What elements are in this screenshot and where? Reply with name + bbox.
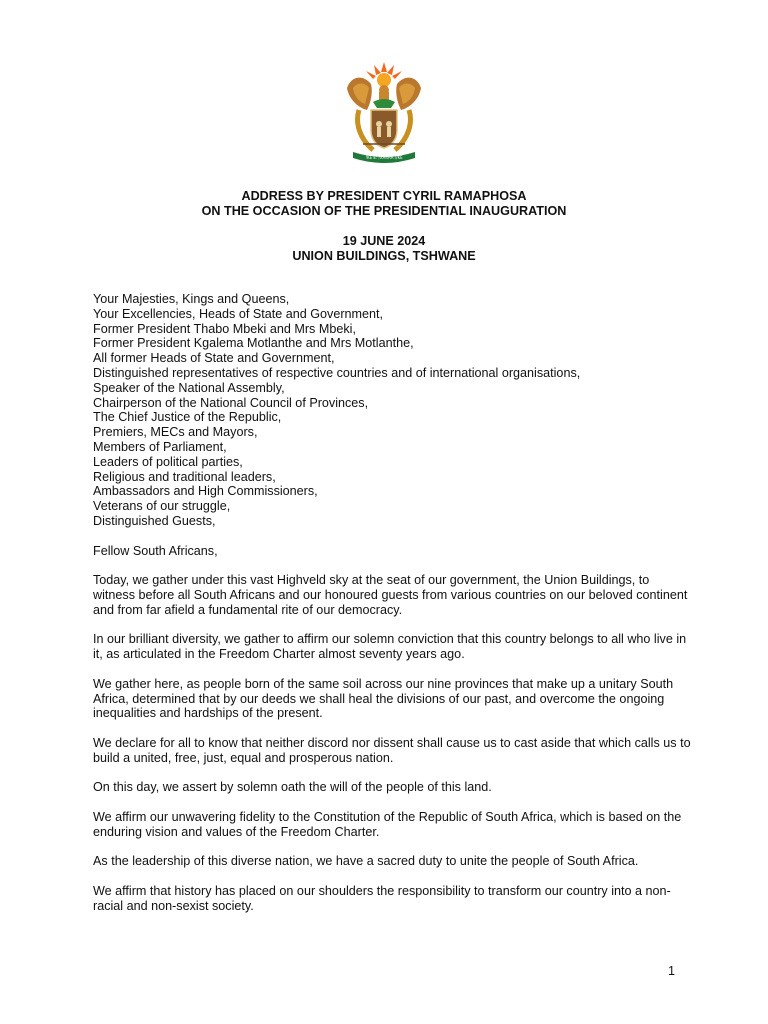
- salutation-line: Religious and traditional leaders,: [93, 469, 276, 484]
- paragraph: We declare for all to know that neither discord nor dissent shall cause us to cast aside that which calls us to build a united, free, just, equal and prosperous nation.: [93, 735, 691, 765]
- paragraph: Fellow South Africans,: [93, 543, 218, 558]
- salutation-line: Leaders of political parties,: [93, 454, 243, 469]
- salutation-line: Speaker of the National Assembly,: [93, 380, 285, 395]
- paragraph: We gather here, as people born of the same soil across our nine provinces that make up a unitary South Africa, determined that by our deeds we shall heal the divisions of our past, and overcome the ongoing inequalities and hardships of the present.: [93, 676, 674, 721]
- paragraph: Today, we gather under this vast Highveld sky at the seat of our government, the Union Buildings, to witness before all South Africans and our honoured guests from various countries on our beloved continent and from far afield a fundamental rite of our democracy.: [93, 573, 688, 617]
- svg-text:!KE E: /XARRA //KE: !KE E: /XARRA //KE: [365, 155, 403, 160]
- salutation-line: Ambassadors and High Commissioners,: [93, 484, 318, 499]
- coat-of-arms-icon: [341, 58, 427, 164]
- salutation-line: Your Majesties, Kings and Queens,: [93, 292, 290, 306]
- paragraph: We affirm our unwavering fidelity to the Constitution of the Republic of South Africa, which is based on the enduring vision and values of the Freedom Charter.: [93, 809, 682, 839]
- date-line: 19 JUNE 2024: [342, 234, 426, 248]
- salutation-line: Veterans of our struggle,: [93, 499, 231, 514]
- address-title: [0, 189, 768, 219]
- page-number: 1: [667, 964, 675, 978]
- paragraph: On this day, we assert by solemn oath the will of the people of this land.: [93, 780, 492, 795]
- paragraph: As the leadership of this diverse nation, we have a sacred duty to unite the people of South Africa.: [93, 854, 639, 869]
- salutation-line: Distinguished representatives of respective countries and of international organisations,: [93, 365, 581, 380]
- salutation-line: All former Heads of State and Government,: [93, 351, 335, 366]
- salutation-line: Former President Thabo Mbeki and Mrs Mbeki,: [93, 321, 356, 336]
- salutation-line: Former President Kgalema Motlanthe and Mrs Motlanthe,: [93, 336, 414, 351]
- date-venue: [0, 234, 768, 264]
- salutation-line: Premiers, MECs and Mayors,: [93, 425, 258, 440]
- salutation-line: Members of Parliament,: [93, 439, 227, 454]
- title-line-1: ADDRESS BY PRESIDENT CYRIL RAMAPHOSA: [241, 189, 527, 203]
- venue-line: UNION BUILDINGS, TSHWANE: [292, 249, 476, 263]
- salutation-line: The Chief Justice of the Republic,: [93, 410, 282, 425]
- paragraph: In our brilliant diversity, we gather to affirm our solemn conviction that this country belongs to all who live in it, as articulated in the Freedom Charter almost seventy years ago.: [93, 632, 687, 662]
- paragraph: We affirm that history has placed on our shoulders the responsibility to transform our country into a non-racial and non-sexist society.: [93, 883, 671, 913]
- salutation-line: Distinguished Guests,: [93, 513, 216, 528]
- title-line-2: ON THE OCCASION OF THE PRESIDENTIAL INAUGURATION: [201, 204, 567, 218]
- salutation-line: Chairperson of the National Council of Provinces,: [93, 395, 369, 410]
- salutations-list: [93, 292, 693, 529]
- speech-body: [93, 292, 693, 913]
- salutation-line: Your Excellencies, Heads of State and Government,: [93, 306, 384, 321]
